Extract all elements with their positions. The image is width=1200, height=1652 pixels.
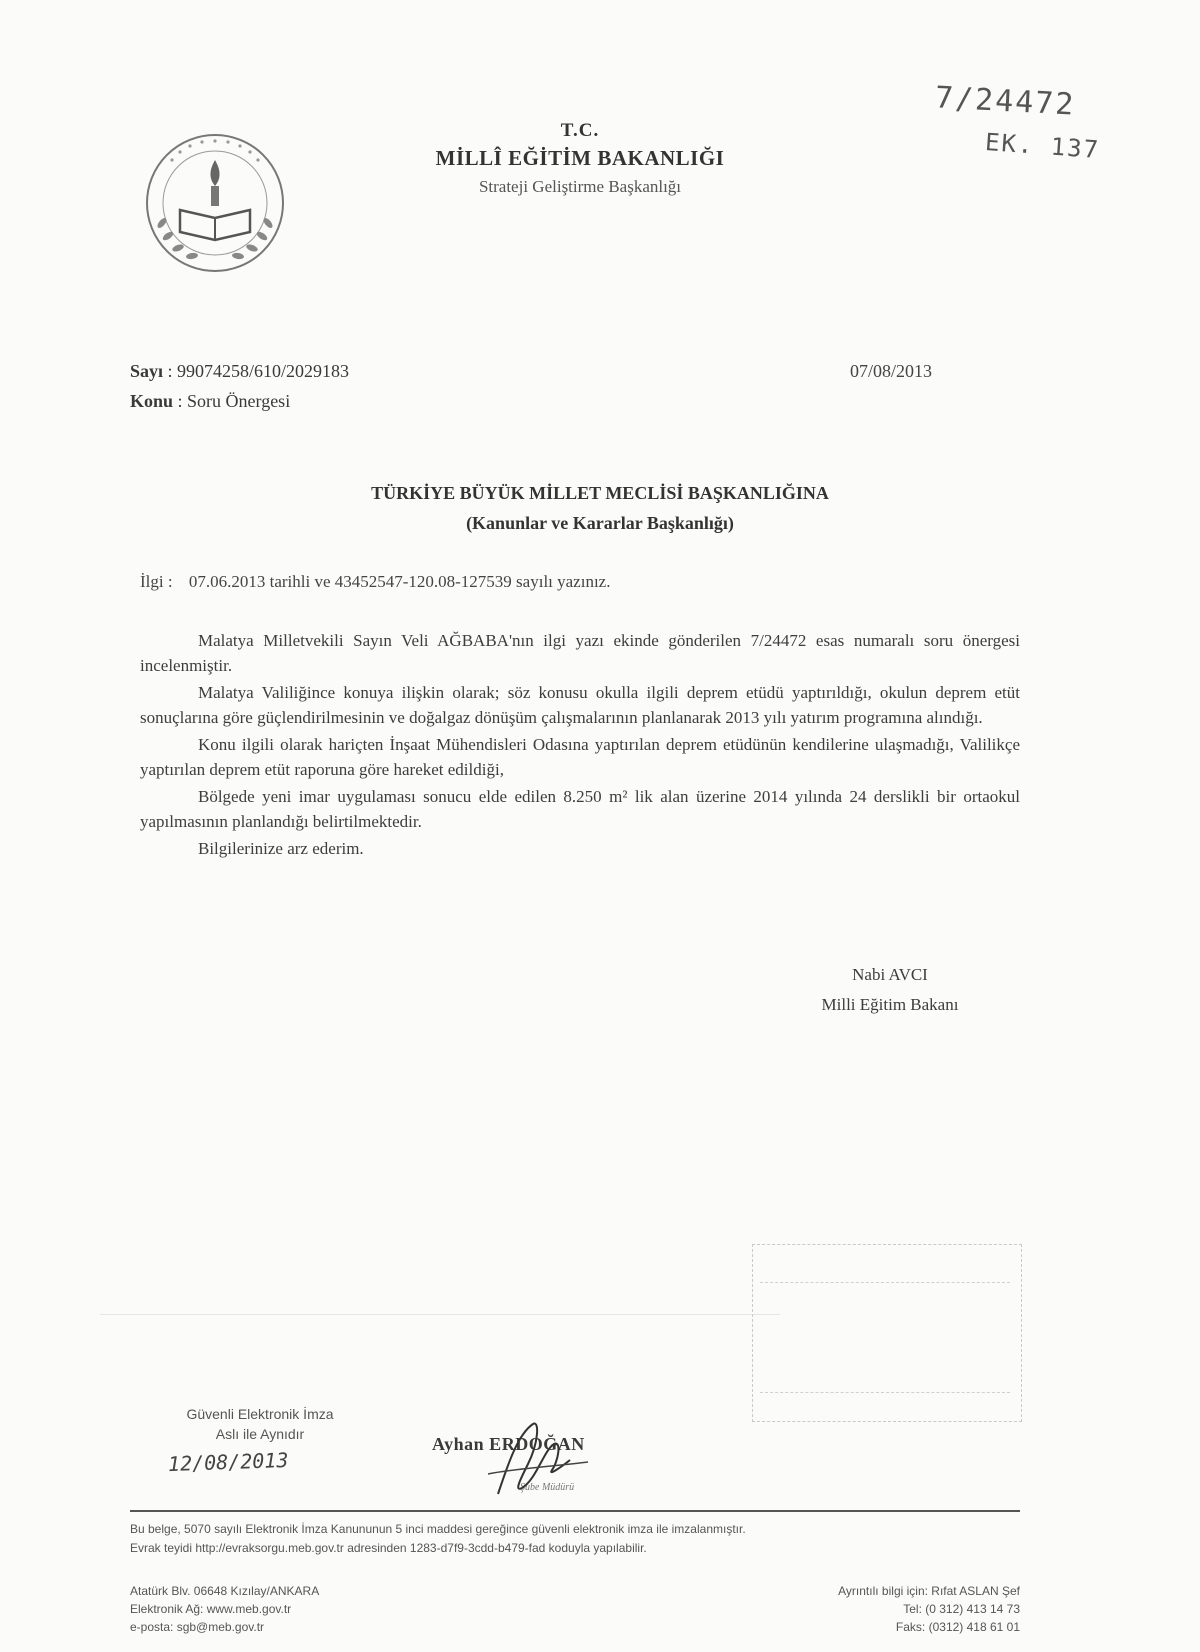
document-date: 07/08/2013 xyxy=(850,361,933,381)
document-meta xyxy=(130,356,349,416)
konu-value: : Soru Önergesi xyxy=(177,391,291,411)
body-paragraph: Bölgede yeni imar uygulaması sonucu elde edilen 8.250 m² lik alan üzerine 2014 yılında 24 derslikli bir ortaokul yapılmasının planlandığı belirtilmektedir. xyxy=(140,787,1020,831)
footer-fax: Faks: (0312) 418 61 01 xyxy=(895,1620,1020,1634)
signer-title: Şube Müdürü xyxy=(520,1482,575,1493)
body-paragraph: Bilgilerinize arz ederim. xyxy=(198,839,364,858)
sayi-row xyxy=(130,356,349,386)
faded-stamp-box xyxy=(752,1244,1022,1422)
stamp-divider xyxy=(760,1392,1010,1393)
footer-note xyxy=(130,1520,1020,1558)
certified-line1: Güvenli Elektronik İmza xyxy=(186,1406,334,1422)
certified-line2: Aslı ile Aynıdır xyxy=(215,1426,305,1442)
addressee-line2: (Kanunlar ve Kararlar Başkanlığı) xyxy=(466,513,734,533)
certified-date: 12/08/2013 xyxy=(167,1447,289,1477)
signature-block xyxy=(760,960,1020,1020)
body-paragraph: Malatya Valiliğince konuya ilişkin olarak; söz konusu okulla ilgili deprem etüdü yaptırıldığı, okulun deprem etüt sonuçlarına göre güçlendirilmesinin ve doğalgaz dönüşüm çalışmalarının planlanarak 2013 yılı yatırım programına alındığı. xyxy=(140,683,1020,727)
stamp-divider xyxy=(760,1282,1010,1283)
certified-copy-stamp xyxy=(160,1404,360,1444)
sayi-label: Sayı xyxy=(130,361,164,381)
handwritten-annotation-number: 7/24472 xyxy=(934,80,1077,123)
footer-contact-person: Ayrıntılı bilgi için: Rıfat ASLAN Şef xyxy=(838,1584,1020,1598)
letterhead xyxy=(360,120,800,197)
footer-email: e-posta: sgb@meb.gov.tr xyxy=(130,1620,265,1634)
footer-note-line2: Evrak teyidi http://evraksorgu.meb.gov.tr adresinden 1283-d7f9-3cdd-b479-fad koduyla yapılabilir. xyxy=(130,1541,647,1555)
signatory-title: Milli Eğitim Bakanı xyxy=(821,995,959,1014)
footer-address xyxy=(130,1582,319,1636)
letter-body xyxy=(140,628,1020,863)
body-paragraph: Malatya Milletvekili Sayın Veli AĞBABA'nın ilgi yazı ekinde gönderilen 7/24472 esas numaralı soru önergesi incelenmiştir. xyxy=(140,631,1020,675)
handwritten-signature-icon xyxy=(478,1404,598,1508)
footer-phone: Tel: (0 312) 413 14 73 xyxy=(903,1602,1020,1616)
addressee-line1: TÜRKİYE BÜYÜK MİLLET MECLİSİ BAŞKANLIĞINA xyxy=(371,483,829,503)
footer-website: Elektronik Ağ: www.meb.gov.tr xyxy=(130,1602,292,1616)
header-department: Strateji Geliştirme Başkanlığı xyxy=(478,177,682,196)
signer-name: Ayhan ERDOĞAN xyxy=(432,1434,585,1454)
footer-rule xyxy=(130,1510,1020,1512)
konu-label: Konu xyxy=(130,391,174,411)
ministry-seal-icon xyxy=(140,128,290,278)
reference-label: İlgi : xyxy=(140,572,173,591)
footer-address-line1: Atatürk Blv. 06648 Kızılay/ANKARA xyxy=(130,1584,320,1598)
faint-divider xyxy=(100,1314,780,1315)
reference xyxy=(140,572,610,592)
header-ministry: MİLLÎ EĞİTİM BAKANLIĞI xyxy=(435,146,725,170)
footer-note-line1: Bu belge, 5070 sayılı Elektronik İmza Kanununun 5 inci maddesi gereğince güvenli elektronik imza ile imzalanmıştır. xyxy=(130,1522,746,1536)
header-tc: T.C. xyxy=(560,120,600,141)
sayi-value: : 99074258/610/2029183 xyxy=(167,361,350,381)
konu-row xyxy=(130,386,349,416)
footer-contact xyxy=(700,1582,1020,1636)
body-paragraph: Konu ilgili olarak hariçten İnşaat Mühendisleri Odasına yaptırılan deprem etüdünün kendilerine ulaşmadığı, Valilikçe yaptırılan deprem etüt raporuna göre hareket edildiği, xyxy=(140,735,1020,779)
addressee xyxy=(160,478,1040,538)
reference-text: 07.06.2013 tarihli ve 43452547-120.08-127539 sayılı yazınız. xyxy=(188,572,611,591)
signatory-name: Nabi AVCI xyxy=(852,965,928,984)
handwritten-annotation-ek: EK. 137 xyxy=(984,128,1101,164)
